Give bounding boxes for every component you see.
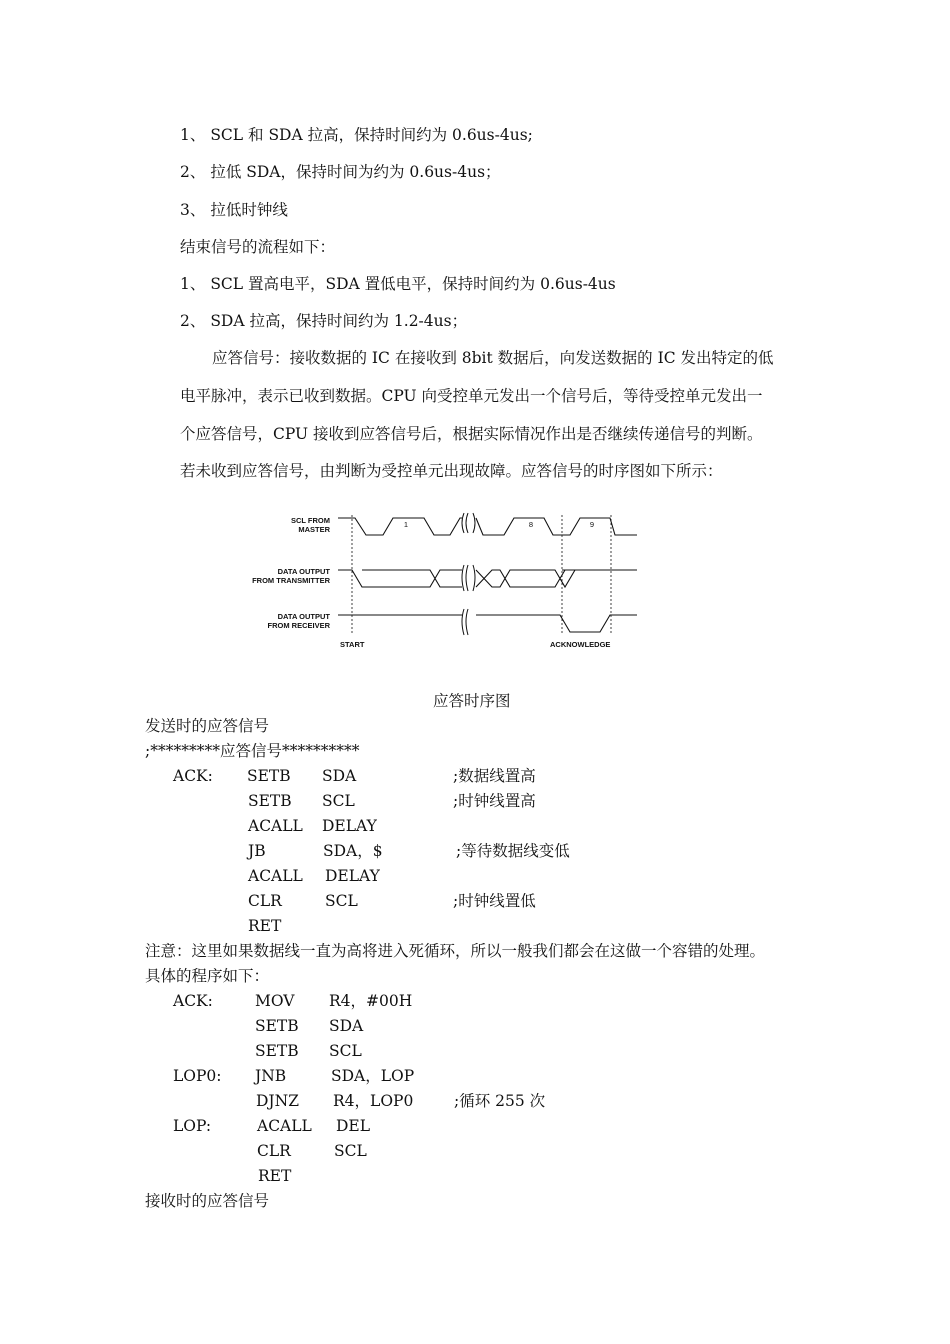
code-op: SETB bbox=[255, 1042, 299, 1060]
code-arg: SCL bbox=[322, 792, 355, 810]
rx-label-2: FROM RECEIVER bbox=[267, 621, 330, 630]
code-arg: SCL bbox=[334, 1142, 367, 1160]
code-arg: DELAY bbox=[325, 867, 380, 885]
code-arg: R4，#00H bbox=[329, 992, 413, 1010]
program-heading: 具体的程序如下： bbox=[145, 967, 270, 985]
ack-paragraph-line-4: 若未收到应答信号，由判断为受控单元出现故障。应答信号的时序图如下所示： bbox=[180, 462, 723, 480]
pulse-8-label: 8 bbox=[528, 520, 534, 529]
code-op: DJNZ bbox=[256, 1092, 299, 1110]
code-arg: DEL bbox=[336, 1117, 371, 1135]
code-arg: DELAY bbox=[322, 817, 377, 835]
step-number: 2、 bbox=[180, 312, 206, 330]
step-number: 2、 bbox=[180, 163, 206, 181]
code-arg: SDA，LOP bbox=[331, 1067, 415, 1085]
scl-label-2: MASTER bbox=[298, 525, 330, 534]
scl-break-mark-2 bbox=[473, 513, 475, 533]
acknowledge-label: ACKNOWLEDGE bbox=[550, 640, 611, 649]
rx-waveform-2 bbox=[476, 615, 637, 632]
note-line: 注意：这里如果数据线一直为高将进入死循环，所以一般我们都会在这做一个容错的处理。 bbox=[145, 942, 766, 960]
receive-ack-heading: 接收时的应答信号 bbox=[145, 1192, 270, 1210]
step-number: 1、 bbox=[180, 126, 206, 144]
tx-waveform-low bbox=[362, 570, 462, 587]
start-step-1 bbox=[180, 125, 533, 145]
start-label: START bbox=[340, 640, 365, 649]
code-op: JB bbox=[248, 842, 266, 860]
stop-step-2 bbox=[180, 311, 467, 331]
code-banner: ;*********应答信号********** bbox=[145, 742, 360, 760]
code-op: ACALL bbox=[248, 817, 303, 835]
scl-break-mark bbox=[462, 513, 468, 533]
code-op: ACALL bbox=[257, 1117, 312, 1135]
code-op: CLR bbox=[248, 892, 282, 910]
start-step-2 bbox=[180, 162, 501, 182]
step-text: 拉低时钟线 bbox=[210, 201, 288, 219]
scl-waveform-2 bbox=[476, 518, 637, 535]
tx-break-mark bbox=[462, 565, 475, 591]
stop-heading: 结束信号的流程如下： bbox=[180, 238, 336, 256]
code-op: ACALL bbox=[248, 867, 303, 885]
code-op: SETB bbox=[255, 1017, 299, 1035]
code-op: JNB bbox=[255, 1067, 287, 1085]
code-label: ACK: bbox=[173, 767, 213, 785]
code-arg: SDA bbox=[322, 767, 357, 785]
code-arg: R4，LOP0 bbox=[333, 1092, 414, 1110]
ack-timing-diagram bbox=[230, 505, 650, 655]
scl-waveform bbox=[338, 518, 462, 535]
step-text: SCL 和 SDA 拉高，保持时间约为 0.6us-4us; bbox=[210, 126, 533, 144]
scl-label-1: SCL FROM bbox=[290, 516, 330, 525]
pulse-1-label: 1 bbox=[403, 520, 409, 529]
pulse-9-label: 9 bbox=[589, 520, 595, 529]
rx-break-mark bbox=[462, 609, 468, 635]
code-comment: ;数据线置高 bbox=[453, 767, 536, 785]
code-op: SETB bbox=[247, 767, 291, 785]
code-label: LOP0: bbox=[173, 1067, 222, 1085]
tx-label-2: FROM TRANSMITTER bbox=[252, 576, 330, 585]
code-label: ACK: bbox=[173, 992, 213, 1010]
step-number: 3、 bbox=[180, 201, 206, 219]
code-arg: SCL bbox=[329, 1042, 362, 1060]
code-arg: SDA，$ bbox=[323, 842, 383, 860]
code-op: CLR bbox=[257, 1142, 291, 1160]
stop-step-1 bbox=[180, 274, 616, 294]
step-text: 拉低 SDA，保持时间为约为 0.6us-4us； bbox=[210, 163, 501, 181]
ack-paragraph-line-2: 电平脉冲，表示已收到数据。CPU 向受控单元发出一个信号后，等待受控单元发出一 bbox=[180, 387, 763, 405]
code-label: LOP: bbox=[173, 1117, 212, 1135]
code-comment: ;循环 255 次 bbox=[454, 1092, 546, 1110]
step-number: 1、 bbox=[180, 275, 206, 293]
step-text: SCL 置高电平，SDA 置低电平，保持时间约为 0.6us-4us bbox=[210, 275, 616, 293]
code-op: SETB bbox=[248, 792, 292, 810]
code-op: RET bbox=[248, 917, 282, 935]
step-text: SDA 拉高，保持时间约为 1.2-4us； bbox=[210, 312, 468, 330]
ack-paragraph-line-3: 个应答信号，CPU 接收到应答信号后，根据实际情况作出是否继续传递信号的判断。 bbox=[180, 425, 763, 443]
code-arg: SCL bbox=[325, 892, 358, 910]
figure-caption: 应答时序图 bbox=[433, 692, 511, 710]
code-op: MOV bbox=[255, 992, 295, 1010]
ack-paragraph-line-1: 应答信号：接收数据的 IC 在接收到 8bit 数据后，向发送数据的 IC 发出特定的低 bbox=[212, 349, 774, 367]
code-comment: ;时钟线置高 bbox=[453, 792, 536, 810]
code-arg: SDA bbox=[329, 1017, 364, 1035]
send-ack-heading: 发送时的应答信号 bbox=[145, 717, 270, 735]
code-op: RET bbox=[258, 1167, 292, 1185]
code-comment: ;等待数据线变低 bbox=[456, 842, 570, 860]
tx-label-1: DATA OUTPUT bbox=[277, 567, 330, 576]
start-step-3 bbox=[180, 200, 288, 220]
tx-waveform-high bbox=[338, 570, 462, 587]
rx-label-1: DATA OUTPUT bbox=[277, 612, 330, 621]
code-comment: ;时钟线置低 bbox=[453, 892, 536, 910]
